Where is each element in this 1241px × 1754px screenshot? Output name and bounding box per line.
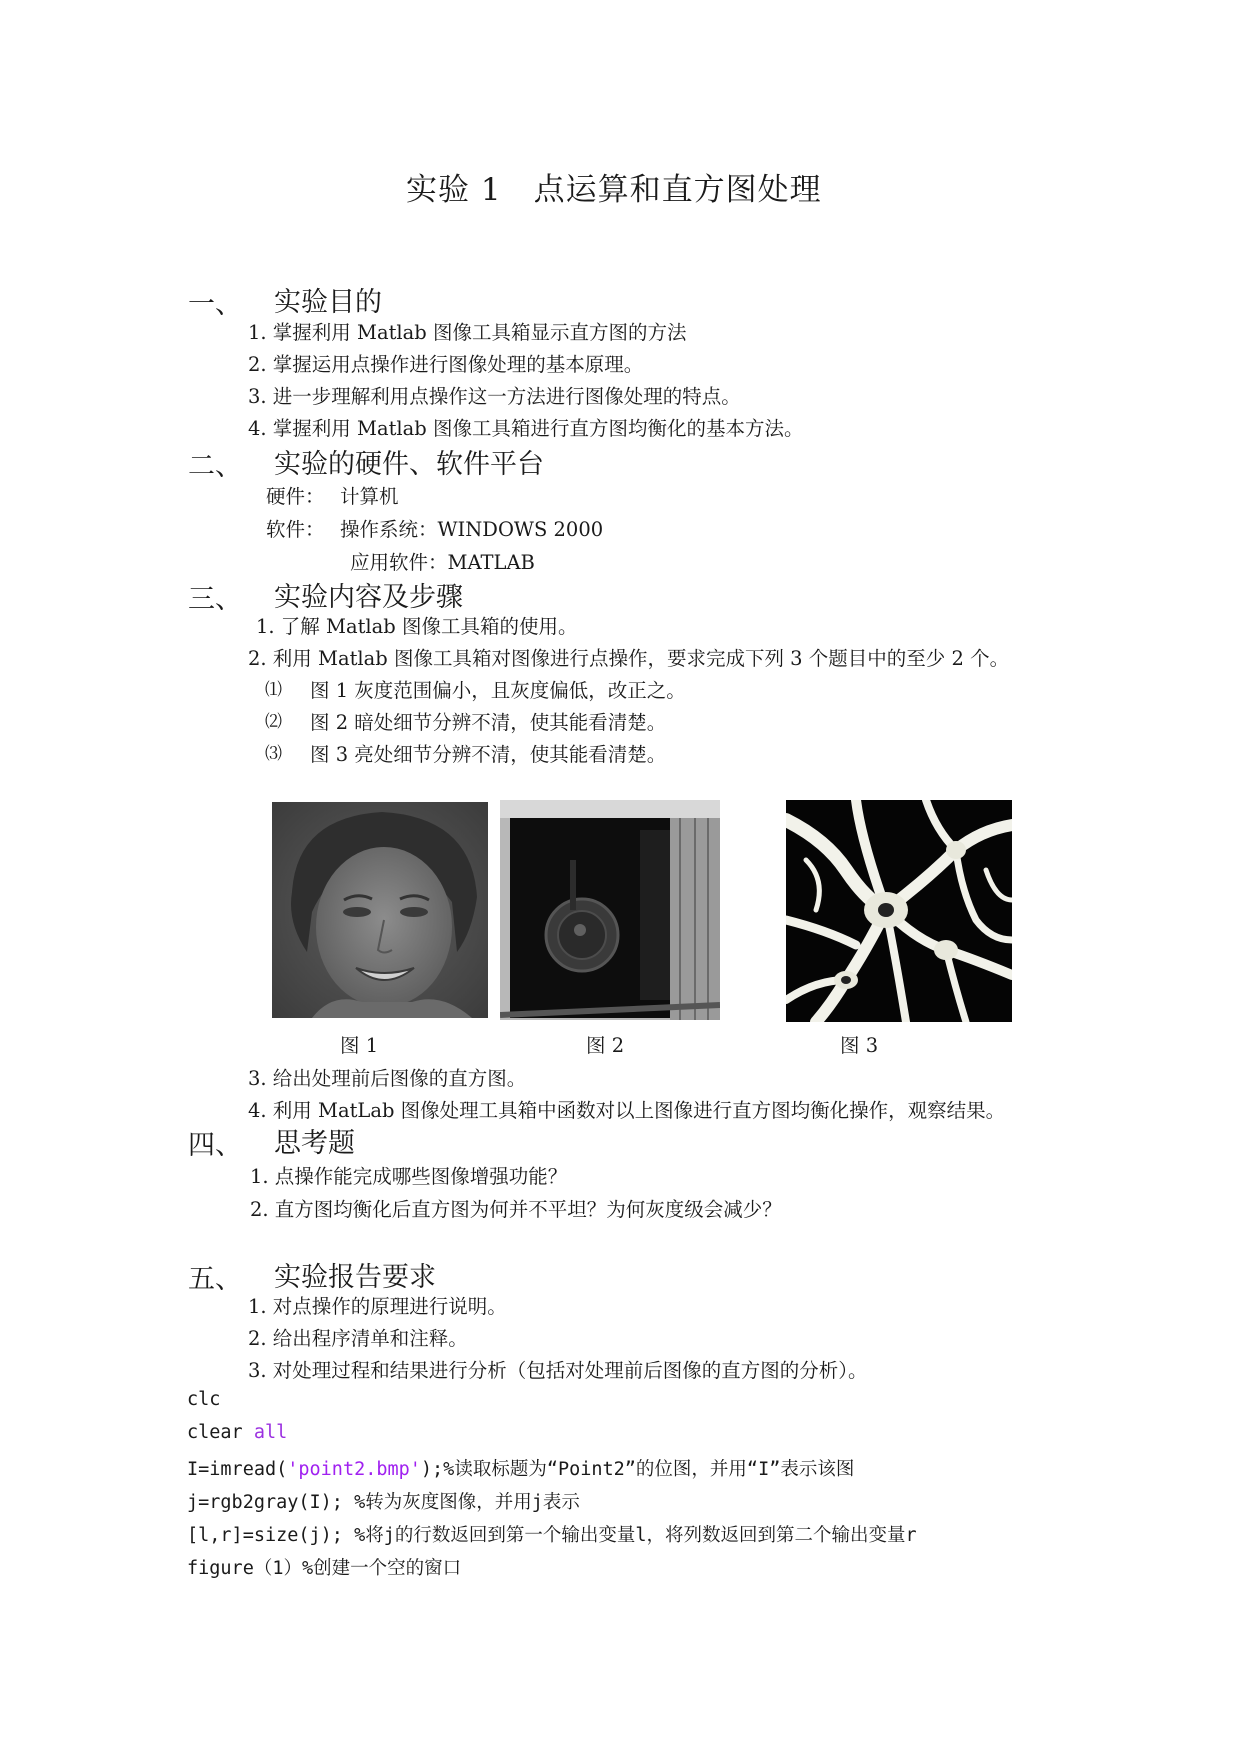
code-line-1: clc: [187, 1389, 221, 1410]
figure-3-cells: [786, 800, 1012, 1022]
figure-1-portrait: [272, 802, 488, 1018]
hardware-label: 硬件：: [266, 485, 325, 508]
section-3-item-2: 2. 利用 Matlab 图像工具箱对图像进行点操作，要求完成下列 3 个题目中的至少 2 个。: [248, 647, 1010, 670]
page-title: 实验 1 点运算和直方图处理: [406, 172, 822, 208]
figure-2-caption: 图 2: [586, 1034, 625, 1057]
software-label: 软件：: [266, 518, 325, 541]
section-1-number: 一、: [188, 289, 242, 320]
hardware-value: 计算机: [340, 485, 399, 508]
section-5-item-2: 2. 给出程序清单和注释。: [248, 1327, 468, 1350]
section-5-item-3: 3. 对处理过程和结果进行分析（包括对处理前后图像的直方图的分析）。: [248, 1359, 868, 1382]
section-3-item-3: 3. 给出处理前后图像的直方图。: [248, 1067, 527, 1090]
figure-1-drawing: [272, 802, 488, 1018]
code-line-3: [187, 1455, 854, 1481]
subitem-1-text: 图 1 灰度范围偏小，且灰度偏低，改正之。: [310, 679, 686, 702]
section-1-item-1: 1. 掌握利用 Matlab 图像工具箱显示直方图的方法: [248, 321, 687, 344]
section-5-heading: 实验报告要求: [274, 1262, 436, 1293]
figure-2-drawing: [500, 800, 720, 1020]
code-line-2: [187, 1422, 287, 1443]
figure-2-door: [500, 800, 720, 1020]
section-4-heading: 思考题: [274, 1128, 355, 1159]
section-5-item-1: 1. 对点操作的原理进行说明。: [248, 1295, 507, 1318]
figure-1-caption: 图 1: [340, 1034, 379, 1057]
code-line-3-comment: );%读取标题为“Point2”的位图，并用“I”表示该图: [420, 1459, 855, 1480]
code-keyword-all: all: [253, 1422, 288, 1443]
section-4-item-1: 1. 点操作能完成哪些图像增强功能？: [250, 1165, 568, 1188]
software-app: 应用软件：MATLAB: [350, 551, 535, 574]
section-4-number: 四、: [188, 1130, 242, 1161]
section-4-item-2: 2. 直方图均衡化后直方图为何并不平坦？为何灰度级会减少？: [250, 1198, 782, 1221]
code-line-4: j=rgb2gray(I); %转为灰度图像，并用j表示: [187, 1492, 580, 1513]
code-line-3-call: I=imread(: [187, 1459, 288, 1480]
subitem-2-number: ⑵: [265, 712, 282, 732]
section-3-item-4: 4. 利用 MatLab 图像处理工具箱中函数对以上图像进行直方图均衡化操作，观察结果。: [248, 1099, 1006, 1122]
code-line-5: [l,r]=size(j); %将j的行数返回到第一个输出变量l，将列数返回到第二个输出变量r: [187, 1525, 917, 1546]
section-5-number: 五、: [188, 1264, 242, 1295]
section-2-number: 二、: [188, 451, 242, 482]
section-3-item-1: 1. 了解 Matlab 图像工具箱的使用。: [256, 615, 578, 638]
section-1-item-4: 4. 掌握利用 Matlab 图像工具箱进行直方图均衡化的基本方法。: [248, 417, 804, 440]
code-string-filename: 'point2.bmp': [287, 1459, 421, 1480]
subitem-1-number: ⑴: [265, 680, 282, 700]
section-3-heading: 实验内容及步骤: [274, 582, 463, 613]
code-line-6: figure（1）%创建一个空的窗口: [187, 1558, 462, 1579]
figure-3-drawing: [786, 800, 1012, 1022]
figure-3-caption: 图 3: [840, 1034, 879, 1057]
section-2-heading: 实验的硬件、软件平台: [274, 449, 544, 480]
subitem-2-text: 图 2 暗处细节分辨不清，使其能看清楚。: [310, 711, 667, 734]
section-1-item-2: 2. 掌握运用点操作进行图像处理的基本原理。: [248, 353, 644, 376]
subitem-3-text: 图 3 亮处细节分辨不清，使其能看清楚。: [310, 743, 667, 766]
subitem-3-number: ⑶: [265, 744, 282, 764]
code-line-2-text: clear: [187, 1422, 254, 1443]
software-os: 操作系统：WINDOWS 2000: [340, 518, 604, 541]
section-1-item-3: 3. 进一步理解利用点操作这一方法进行图像处理的特点。: [248, 385, 741, 408]
section-1-heading: 实验目的: [274, 287, 382, 318]
section-3-number: 三、: [188, 584, 242, 615]
